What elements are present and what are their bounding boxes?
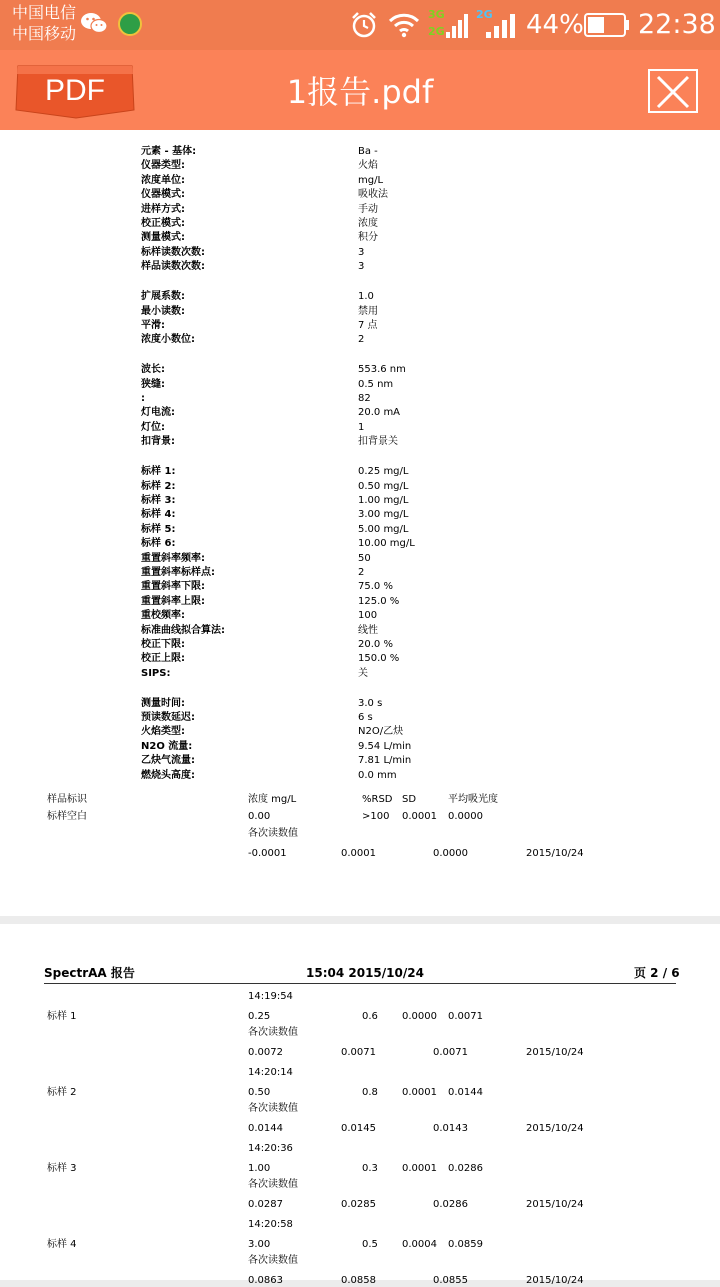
standard-sd: 0.0004 <box>402 1239 437 1250</box>
param-value: 0.25 mg/L <box>358 466 409 478</box>
standard-reading-1: 0.0287 <box>248 1199 283 1210</box>
blank-conc: 0.00 <box>248 811 271 822</box>
param-value: 20.0 % <box>358 638 393 650</box>
blank-reading-1: -0.0001 <box>248 848 287 859</box>
param-label: 重置斜率标样点: <box>141 566 215 578</box>
param-value: 7.81 L/min <box>358 755 412 767</box>
param-label: : <box>141 393 145 404</box>
standard-reading-2: 0.0145 <box>341 1123 376 1134</box>
col-header-abs: 平均吸光度 <box>448 794 498 805</box>
standard-rsd: 0.8 <box>362 1087 378 1098</box>
param-label: 测量时间: <box>141 697 185 709</box>
standard-rsd: 0.5 <box>362 1239 378 1250</box>
pdf-page-2[interactable] <box>0 924 720 1286</box>
standard-conc: 0.25 <box>248 1011 271 1022</box>
status-bar <box>0 0 720 50</box>
standard-timestamp: 14:20:36 <box>248 1143 293 1154</box>
param-value: 3 <box>358 246 365 258</box>
param-value: 3.00 mg/L <box>358 509 409 521</box>
param-value: 3 <box>358 261 365 273</box>
param-label: 重置斜率下限: <box>141 581 205 593</box>
param-label: SIPS: <box>141 667 171 679</box>
signal-3g-icon <box>428 8 470 42</box>
report-header-page: 页 2 / 6 <box>634 966 680 980</box>
param-value: mg/L <box>358 174 384 186</box>
standard-sd: 0.0001 <box>402 1087 437 1098</box>
col-header-sd: SD <box>402 794 417 805</box>
param-label: 平滑: <box>141 319 165 331</box>
standard-conc: 3.00 <box>248 1239 271 1250</box>
signal-2g-icon <box>476 8 516 42</box>
param-label: 标样 3: <box>141 494 176 506</box>
param-value: 6 s <box>358 712 373 723</box>
standard-readings-label: 各次读数值 <box>248 1255 298 1266</box>
title-bar <box>0 50 720 130</box>
pdf-badge-label: PDF <box>45 74 105 107</box>
standard-readings-label: 各次读数值 <box>248 1027 298 1038</box>
param-value: 1.00 mg/L <box>358 494 409 506</box>
param-label: 重置斜率频率: <box>141 552 205 564</box>
blank-reading-2: 0.0001 <box>341 848 376 859</box>
param-label: 标准曲线拟合算法: <box>141 624 225 636</box>
param-value: 0.50 mg/L <box>358 480 409 492</box>
standard-label: 标样 1 <box>47 1011 77 1022</box>
param-label: 标样 6: <box>141 538 176 550</box>
param-label: 灯位: <box>141 421 165 433</box>
param-value: 关 <box>358 667 368 679</box>
standard-readings-label: 各次读数值 <box>248 1179 298 1190</box>
param-label: 重置斜率上限: <box>141 595 205 607</box>
param-value: 50 <box>358 552 371 564</box>
param-value: 0.0 mm <box>358 769 397 781</box>
param-label: 标样读数次数: <box>141 246 205 258</box>
blank-label: 标样空白 <box>47 811 87 822</box>
standard-date: 2015/10/24 <box>526 1275 584 1286</box>
blank-reading-3: 0.0000 <box>433 848 468 859</box>
carrier-1-label: 中国电信 <box>12 3 77 22</box>
standard-sd: 0.0001 <box>402 1163 437 1174</box>
param-value: 20.0 mA <box>358 407 401 419</box>
standard-timestamp: 14:20:58 <box>248 1219 293 1230</box>
battery-icon <box>584 13 630 37</box>
param-label: 重校频率: <box>141 610 185 622</box>
param-label: 燃烧头高度: <box>141 769 195 781</box>
param-label: 仪器类型: <box>141 160 185 172</box>
standard-reading-2: 0.0071 <box>341 1047 376 1058</box>
param-label: 校正模式: <box>141 218 185 229</box>
param-label: 扣背景: <box>141 436 175 448</box>
param-value: 82 <box>358 393 371 404</box>
param-value: 3.0 s <box>358 697 383 709</box>
param-value: 10.00 mg/L <box>358 538 415 550</box>
param-value: 线性 <box>358 624 378 636</box>
net-3g-label: 3G <box>428 8 445 21</box>
param-label: 样品读数次数: <box>141 261 205 273</box>
param-value: Ba - <box>358 146 378 157</box>
param-label: 进样方式: <box>141 203 185 215</box>
param-value: 2 <box>358 566 365 578</box>
param-label: 最小读数: <box>141 305 185 317</box>
file-title: 1报告.pdf <box>286 73 434 111</box>
standard-conc: 1.00 <box>248 1163 271 1174</box>
param-value: 9.54 L/min <box>358 740 412 752</box>
col-header-conc: 浓度 mg/L <box>248 794 297 805</box>
standard-abs: 0.0144 <box>448 1087 483 1098</box>
param-value: 5.00 mg/L <box>358 523 409 535</box>
standard-reading-3: 0.0071 <box>433 1047 468 1058</box>
param-value: 553.6 nm <box>358 364 406 376</box>
param-value: 75.0 % <box>358 581 393 593</box>
standard-readings-label: 各次读数值 <box>248 1103 298 1114</box>
standard-date: 2015/10/24 <box>526 1199 584 1210</box>
param-value: 浓度 <box>358 218 378 229</box>
param-label: 乙炔气流量: <box>141 755 195 767</box>
param-label: 浓度单位: <box>141 174 185 186</box>
standard-reading-2: 0.0285 <box>341 1199 376 1210</box>
standard-abs: 0.0071 <box>448 1011 483 1022</box>
standard-rsd: 0.3 <box>362 1163 378 1174</box>
param-label: 标样 2: <box>141 480 176 492</box>
pdf-badge[interactable] <box>14 64 138 120</box>
standard-reading-3: 0.0286 <box>433 1199 468 1210</box>
param-value: 1 <box>358 421 365 433</box>
blank-date: 2015/10/24 <box>526 848 584 859</box>
param-label: 浓度小数位: <box>141 334 195 346</box>
param-label: 校正下限: <box>141 638 185 650</box>
param-value: 火焰 <box>358 160 378 172</box>
param-value: N2O/乙炔 <box>358 726 404 738</box>
pdf-page-1[interactable] <box>0 130 720 916</box>
alarm-icon <box>350 11 378 39</box>
standard-sd: 0.0000 <box>402 1011 437 1022</box>
standard-timestamp: 14:20:14 <box>248 1067 293 1078</box>
standard-abs: 0.0859 <box>448 1239 483 1250</box>
param-label: 扩展系数: <box>141 291 185 303</box>
param-label: 火焰类型: <box>141 726 185 738</box>
col-header-rsd: %RSD <box>362 794 393 805</box>
battery-percent: 44% <box>526 10 584 40</box>
param-value: 100 <box>358 610 378 622</box>
close-icon <box>656 75 690 109</box>
first-timestamp: 14:19:54 <box>248 991 293 1002</box>
report-header-datetime: 15:04 2015/10/24 <box>306 966 424 980</box>
standard-label: 标样 2 <box>47 1087 77 1098</box>
standard-label: 标样 4 <box>47 1239 77 1250</box>
param-value: 7 点 <box>358 319 378 331</box>
param-value: 禁用 <box>358 305 378 317</box>
standard-date: 2015/10/24 <box>526 1047 584 1058</box>
standard-reading-1: 0.0863 <box>248 1275 283 1286</box>
param-value: 150.0 % <box>358 653 400 665</box>
param-label: 标样 4: <box>141 509 176 521</box>
param-value: 1.0 <box>358 291 374 303</box>
blank-abs: 0.0000 <box>448 811 483 822</box>
blank-rsd: >100 <box>362 811 390 822</box>
param-label: 波长: <box>141 364 165 376</box>
standard-reading-1: 0.0072 <box>248 1047 283 1058</box>
standard-reading-2: 0.0858 <box>341 1275 376 1286</box>
standard-abs: 0.0286 <box>448 1163 483 1174</box>
param-value: 积分 <box>358 232 378 244</box>
wechat-icon <box>80 12 108 34</box>
param-label: 标样 1: <box>141 466 176 478</box>
param-label: 元素 - 基体: <box>141 146 197 157</box>
param-value: 手动 <box>358 203 378 215</box>
standard-reading-3: 0.0855 <box>433 1275 468 1286</box>
param-label: 仪器模式: <box>141 189 185 201</box>
param-label: 狭缝: <box>141 378 165 390</box>
standard-conc: 0.50 <box>248 1087 271 1098</box>
standard-rsd: 0.6 <box>362 1011 378 1022</box>
status-clock: 22:38 <box>638 9 716 40</box>
game-icon <box>118 12 142 36</box>
net-2g-label: 2G <box>428 25 445 38</box>
param-label: 测量模式: <box>141 232 185 244</box>
param-label: 灯电流: <box>141 407 175 419</box>
blank-readings-label: 各次读数值 <box>248 828 298 839</box>
close-button[interactable] <box>648 69 698 113</box>
param-label: 标样 5: <box>141 523 176 535</box>
param-value: 0.5 nm <box>358 378 394 390</box>
param-value: 扣背景关 <box>358 436 398 448</box>
col-header-sample: 样品标识 <box>47 794 87 805</box>
blank-sd: 0.0001 <box>402 811 437 822</box>
param-value: 吸收法 <box>358 189 388 201</box>
header-rule <box>44 983 676 984</box>
standard-label: 标样 3 <box>47 1163 77 1174</box>
wifi-icon <box>388 12 420 38</box>
param-label: 预读数延迟: <box>141 712 195 723</box>
param-value: 125.0 % <box>358 595 400 607</box>
param-label: N2O 流量: <box>141 740 193 752</box>
param-label: 校正上限: <box>141 653 185 665</box>
standard-date: 2015/10/24 <box>526 1123 584 1134</box>
carrier-2-label: 中国移动 <box>12 24 77 43</box>
standard-reading-3: 0.0143 <box>433 1123 468 1134</box>
net-2g-b-label: 2G <box>476 8 493 21</box>
report-header-title: SpectrAA 报告 <box>44 966 135 980</box>
standard-reading-1: 0.0144 <box>248 1123 283 1134</box>
param-value: 2 <box>358 334 365 346</box>
